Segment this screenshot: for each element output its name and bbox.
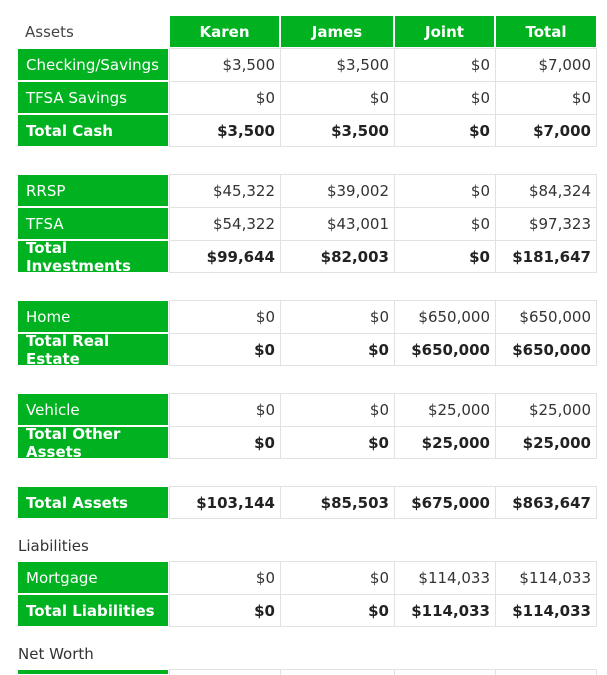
row-label: TFSA Savings (17, 81, 169, 114)
column-header-joint: Joint (394, 15, 495, 48)
row-label: Mortgage (17, 561, 169, 594)
cell-total: $114,033 (495, 594, 597, 627)
cell-joint: $0 (394, 114, 495, 147)
cell-karen: $3,500 (169, 48, 280, 81)
cell-karen: $54,322 (169, 207, 280, 240)
cell-james: $0 (280, 393, 394, 426)
total-investments-row (0, 240, 607, 273)
row-label: Total Liabilities (17, 594, 169, 627)
column-header-karen: Karen (169, 15, 280, 48)
cell-total: $650,000 (495, 333, 597, 366)
table-row (0, 207, 607, 240)
total-other-assets-row (0, 426, 607, 459)
assets-section-title: Assets (25, 22, 74, 41)
cell-karen: $0 (169, 300, 280, 333)
cell-total: $650,000 (495, 300, 597, 333)
row-label (17, 669, 169, 675)
cell-james: $0 (280, 594, 394, 627)
liabilities-section-title: Liabilities (18, 537, 89, 555)
cell-karen: $0 (169, 426, 280, 459)
cell-joint: $650,000 (394, 333, 495, 366)
cell-karen: $3,500 (169, 114, 280, 147)
cell-total: $863,647 (495, 486, 597, 519)
row-label: RRSP (17, 174, 169, 207)
table-row (0, 393, 607, 426)
row-label: Total Assets (17, 486, 169, 519)
cell-karen: $0 (169, 333, 280, 366)
row-label: Vehicle (17, 393, 169, 426)
cell-joint: $0 (394, 240, 495, 273)
cell-total: $25,000 (495, 393, 597, 426)
total-assets-row (0, 486, 607, 519)
cell-james: $0 (280, 333, 394, 366)
cell-karen: $0 (169, 81, 280, 114)
cell-james: $3,500 (280, 48, 394, 81)
net-worth-row (0, 669, 607, 675)
cell-james: $0 (280, 81, 394, 114)
cell-karen: $0 (169, 393, 280, 426)
cell-total: $181,647 (495, 240, 597, 273)
cell-joint (394, 669, 495, 675)
table-row (0, 81, 607, 114)
cell-james: $0 (280, 300, 394, 333)
header-row (0, 15, 607, 48)
row-label: Total Other Assets (17, 426, 169, 459)
row-label: Checking/Savings (17, 48, 169, 81)
cell-joint: $0 (394, 174, 495, 207)
table-row (0, 174, 607, 207)
table-row (0, 561, 607, 594)
table-row (0, 300, 607, 333)
row-label: Total Real Estate (17, 333, 169, 366)
total-cash-row (0, 114, 607, 147)
cell-total: $7,000 (495, 48, 597, 81)
cell-joint: $114,033 (394, 594, 495, 627)
cell-joint: $675,000 (394, 486, 495, 519)
cell-total: $7,000 (495, 114, 597, 147)
cell-total (495, 669, 597, 675)
cell-karen: $99,644 (169, 240, 280, 273)
row-label: Home (17, 300, 169, 333)
cell-total: $97,323 (495, 207, 597, 240)
cell-karen: $0 (169, 561, 280, 594)
cell-joint: $25,000 (394, 393, 495, 426)
cell-james: $85,503 (280, 486, 394, 519)
cell-james (280, 669, 394, 675)
cell-joint: $25,000 (394, 426, 495, 459)
total-liabilities-row (0, 594, 607, 627)
column-header-james: James (280, 15, 394, 48)
cell-karen (169, 669, 280, 675)
cell-james: $3,500 (280, 114, 394, 147)
cell-joint: $114,033 (394, 561, 495, 594)
cell-karen: $0 (169, 594, 280, 627)
cell-karen: $45,322 (169, 174, 280, 207)
cell-james: $82,003 (280, 240, 394, 273)
cell-karen: $103,144 (169, 486, 280, 519)
cell-total: $84,324 (495, 174, 597, 207)
cell-joint: $0 (394, 48, 495, 81)
cell-james: $0 (280, 561, 394, 594)
cell-joint: $650,000 (394, 300, 495, 333)
cell-total: $114,033 (495, 561, 597, 594)
net-worth-section-title: Net Worth (18, 645, 94, 663)
cell-total: $25,000 (495, 426, 597, 459)
row-label: Total Cash (17, 114, 169, 147)
row-label: Total Investments (17, 240, 169, 273)
row-label: TFSA (17, 207, 169, 240)
cell-joint: $0 (394, 207, 495, 240)
cell-james: $43,001 (280, 207, 394, 240)
cell-james: $39,002 (280, 174, 394, 207)
column-header-total: Total (495, 15, 597, 48)
table-row (0, 48, 607, 81)
cell-joint: $0 (394, 81, 495, 114)
total-real-estate-row (0, 333, 607, 366)
cell-james: $0 (280, 426, 394, 459)
cell-total: $0 (495, 81, 597, 114)
